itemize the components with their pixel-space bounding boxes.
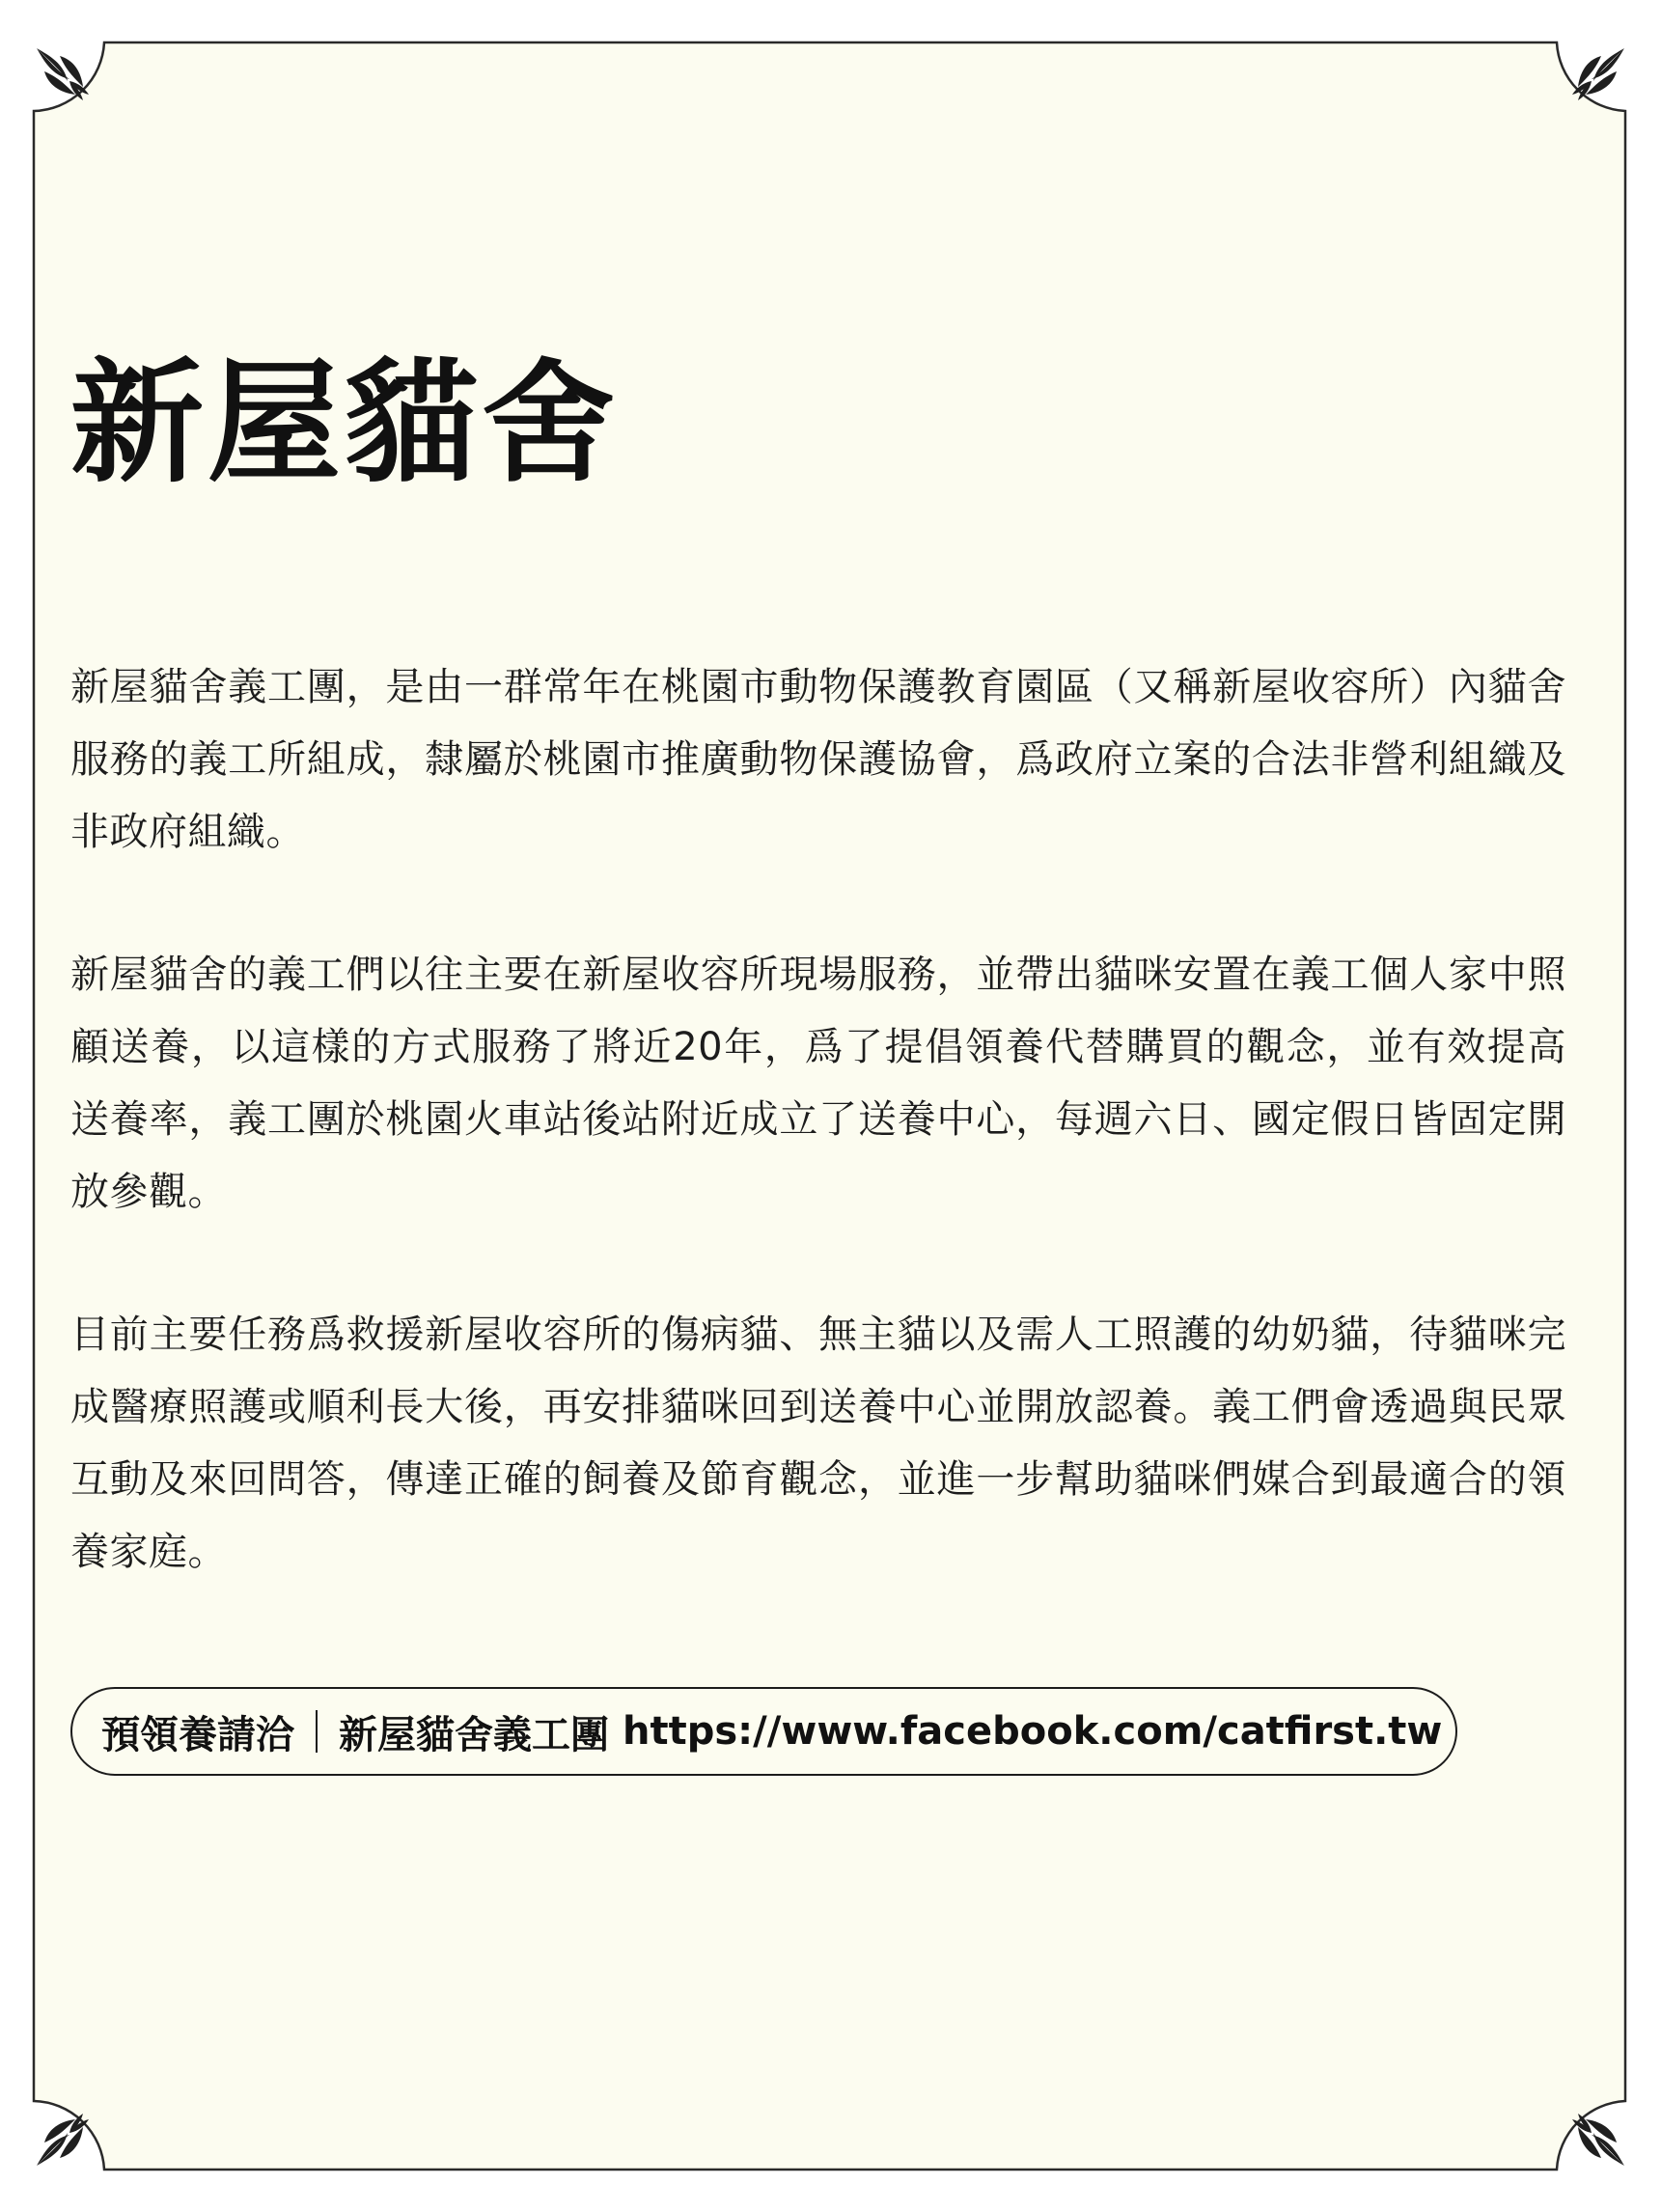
- document-body: [70, 346, 1566, 1589]
- contact-url-link[interactable]: https://www.facebook.com/catfirst.tw: [623, 1709, 1443, 1754]
- paragraph-mission: 目前主要任務爲救援新屋收容所的傷病貓、無主貓以及需人工照護的幼奶貓，待貓咪完成醫療照護或順利長大後，再安排貓咪回到送養中心並開放認養。義工們會透過與民眾互動及來回問答，傳達正確的飼養及節育觀念，並進一步幫助貓咪們媒合到最適合的領養家庭。: [70, 1313, 1566, 1574]
- contact-org: 新屋貓舍義工團: [339, 1712, 609, 1757]
- page-title: 新屋貓舍: [70, 346, 620, 501]
- contact-divider: [316, 1710, 318, 1753]
- contact-pill: [70, 1687, 1457, 1776]
- paragraph-history: 新屋貓舍的義工們以往主要在新屋收容所現場服務，並帶出貓咪安置在義工個人家中照顧送養，以這樣的方式服務了將近20年，爲了提倡領養代替購買的觀念，並有效提高送養率，義工團於桃園火車站後站附近成立了送養中心，每週六日、國定假日皆固定開放參觀。: [70, 953, 1566, 1214]
- contact-label: 預領養請洽: [101, 1712, 294, 1757]
- paragraph-intro: 新屋貓舍義工團，是由一群常年在桃園市動物保護教育園區（又稱新屋收容所）內貓舍服務的義工所組成，隸屬於桃園市推廣動物保護協會，爲政府立案的合法非營利組織及非政府組織。: [70, 665, 1566, 854]
